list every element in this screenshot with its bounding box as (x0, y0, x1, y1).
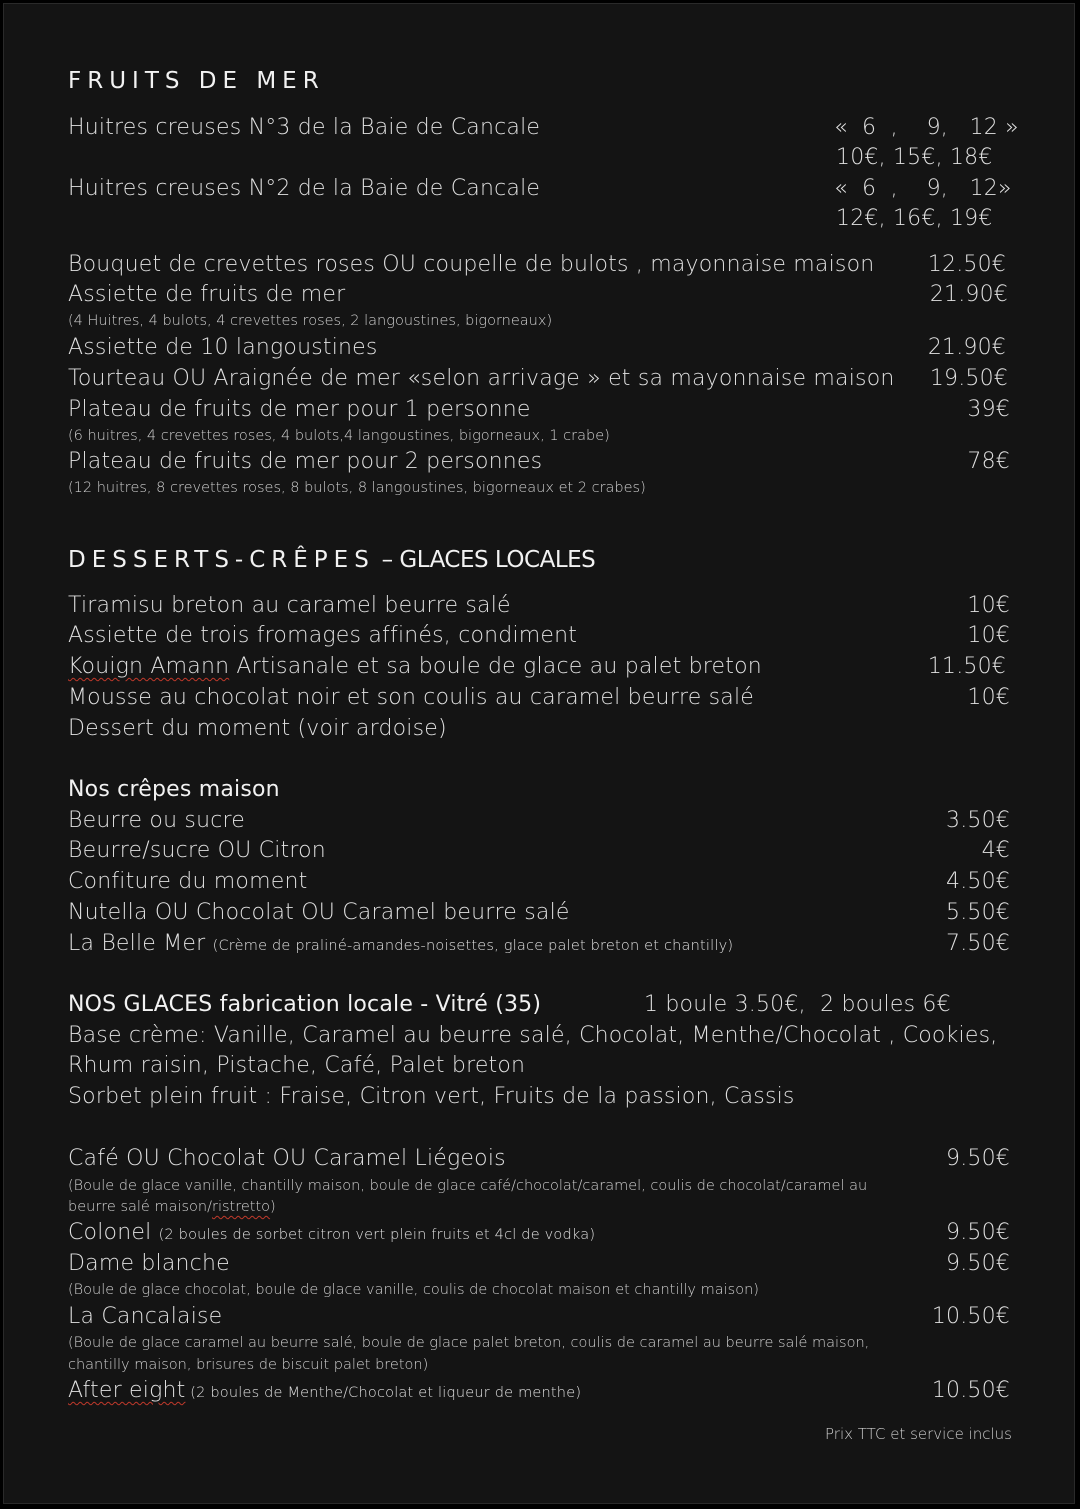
menu-item-price: 11.50€ (927, 654, 1006, 679)
menu-item-detail: (Boule de glace chocolat, boule de glace vanille, coulis de chocolat maison et chantilly maison) (68, 1282, 759, 1298)
menu-item-label: La Cancalaise (68, 1304, 223, 1329)
menu-item-price: 10€ (967, 623, 1010, 648)
oyster-n3-prices: 10€, 15€, 18€ (836, 145, 993, 170)
menu-item-label: Dessert du moment (voir ardoise) (68, 716, 447, 741)
menu-item-detail: (Crème de praliné-amandes-noisettes, glace palet breton et chantilly) (212, 938, 734, 954)
detail-text: beurre salé maison/ (68, 1199, 212, 1215)
menu-item-price: 10.50€ (931, 1304, 1010, 1329)
menu-item-price: 78€ (967, 449, 1010, 474)
menu-item-price: 19.50€ (929, 366, 1008, 391)
menu-item-price: 21.90€ (929, 282, 1008, 307)
menu-item-label: Tiramisu breton au caramel beurre salé (68, 593, 511, 618)
menu-item-price: 5.50€ (946, 900, 1010, 925)
oyster-n2-prices: 12€, 16€, 19€ (836, 206, 993, 231)
menu-item-price: 4.50€ (946, 869, 1010, 894)
menu-item-price: 10.50€ (931, 1378, 1010, 1403)
oyster-n3-label: Huitres creuses N°3 de la Baie de Cancale (68, 115, 541, 140)
menu-item-label: Mousse au chocolat noir et son coulis au caramel beurre salé (68, 685, 755, 710)
menu-item-label: Café OU Chocolat OU Caramel Liégeois (68, 1146, 506, 1171)
menu-item-label: Dame blanche (68, 1251, 230, 1276)
menu-item-label: Beurre ou sucre (68, 808, 246, 833)
section-title-seafood: FRUITS DE MER (68, 68, 325, 94)
menu-item-detail: (2 boules de Menthe/Chocolat et liqueur de menthe) (185, 1385, 582, 1401)
oyster-n3-qty: « 6 , 9, 12 » (834, 115, 1019, 140)
menu-page (3, 3, 1075, 1504)
menu-item-price: 3.50€ (946, 808, 1010, 833)
glaces-base-line2: Rhum raisin, Pistache, Café, Palet breton (68, 1053, 526, 1078)
section-title-desserts-main: DESSERTS-CRÊPES (68, 547, 375, 573)
menu-item-label (68, 1220, 595, 1245)
footer-note: Prix TTC et service inclus (825, 1425, 1012, 1443)
menu-item-label: Assiette de 10 langoustines (68, 335, 378, 360)
menu-item-detail: (6 huitres, 4 crevettes roses, 4 bulots,4 langoustines, bigorneaux, 1 crabe) (68, 428, 610, 444)
menu-item-price: 12.50€ (927, 252, 1006, 277)
menu-item-label: Beurre/sucre OU Citron (68, 838, 326, 863)
detail-text: ) (270, 1199, 276, 1215)
menu-item-detail: (Boule de glace vanille, chantilly maison, boule de glace café/chocolat/caramel, coulis de chocolat/caramel au (68, 1178, 868, 1194)
menu-item-label (68, 931, 733, 956)
section-title-desserts-sub: – GLACES LOCALES (374, 547, 596, 573)
oyster-n2-label: Huitres creuses N°2 de la Baie de Cancale (68, 176, 541, 201)
section-title-crepes: Nos crêpes maison (68, 777, 280, 802)
menu-item-label: Nutella OU Chocolat OU Caramel beurre salé (68, 900, 570, 925)
menu-item-name: La Belle Mer (68, 931, 213, 956)
menu-item-price: 7.50€ (946, 931, 1010, 956)
section-title-glaces: NOS GLACES fabrication locale - Vitré (35) (68, 992, 542, 1017)
ristretto-word: ristretto (212, 1199, 271, 1215)
menu-item-price: 4€ (981, 838, 1010, 863)
oyster-n2-qty: « 6 , 9, 12» (834, 176, 1012, 201)
menu-item-label: Confiture du moment (68, 869, 308, 894)
menu-item-price: 9.50€ (946, 1146, 1010, 1171)
section-title-desserts (68, 547, 595, 573)
menu-item-label: Tourteau OU Araignée de mer «selon arrivage » et sa mayonnaise maison (68, 366, 895, 391)
menu-item-detail: (12 huitres, 8 crevettes roses, 8 bulots, 8 langoustines, bigorneaux et 2 crabes) (68, 480, 646, 496)
menu-item-detail (68, 1199, 276, 1215)
menu-item-label: Assiette de trois fromages affinés, condiment (68, 623, 578, 648)
menu-item-price: 9.50€ (946, 1251, 1010, 1276)
menu-item-label: Plateau de fruits de mer pour 1 personne (68, 397, 531, 422)
menu-item-name: After eight (68, 1378, 186, 1403)
glaces-base-line1: Base crème: Vanille, Caramel au beurre salé, Chocolat, Menthe/Chocolat , Cookies, (68, 1023, 998, 1048)
glaces-pricing: 1 boule 3.50€, 2 boules 6€ (644, 992, 951, 1017)
menu-item-detail: (4 Huitres, 4 bulots, 4 crevettes roses, 2 langoustines, bigorneaux) (68, 313, 553, 329)
menu-item-label: Plateau de fruits de mer pour 2 personnes (68, 449, 543, 474)
glaces-sorbet: Sorbet plein fruit : Fraise, Citron vert, Fruits de la passion, Cassis (68, 1084, 795, 1109)
menu-item-name: Colonel (68, 1220, 159, 1245)
menu-item-price: 10€ (967, 685, 1010, 710)
menu-item-label (68, 1378, 581, 1403)
menu-item-label: Assiette de fruits de mer (68, 282, 346, 307)
menu-item-label-rest: Artisanale et sa boule de glace au palet breton (229, 654, 762, 679)
menu-item-detail: chantilly maison, brisures de biscuit palet breton) (68, 1357, 429, 1373)
menu-item-detail: (2 boules de sorbet citron vert plein fruits et 4cl de vodka) (158, 1227, 596, 1243)
menu-item-price: 39€ (967, 397, 1010, 422)
menu-item-price: 9.50€ (946, 1220, 1010, 1245)
menu-item-detail: (Boule de glace caramel au beurre salé, boule de glace palet breton, coulis de caramel au beurre salé maison, (68, 1335, 870, 1351)
menu-item-price: 21.90€ (927, 335, 1006, 360)
menu-item-label: Bouquet de crevettes roses OU coupelle de bulots , mayonnaise maison (68, 252, 875, 277)
menu-item-label (68, 654, 762, 679)
menu-item-price: 10€ (967, 593, 1010, 618)
kouign-amann-label: Kouign Amann (68, 654, 230, 679)
